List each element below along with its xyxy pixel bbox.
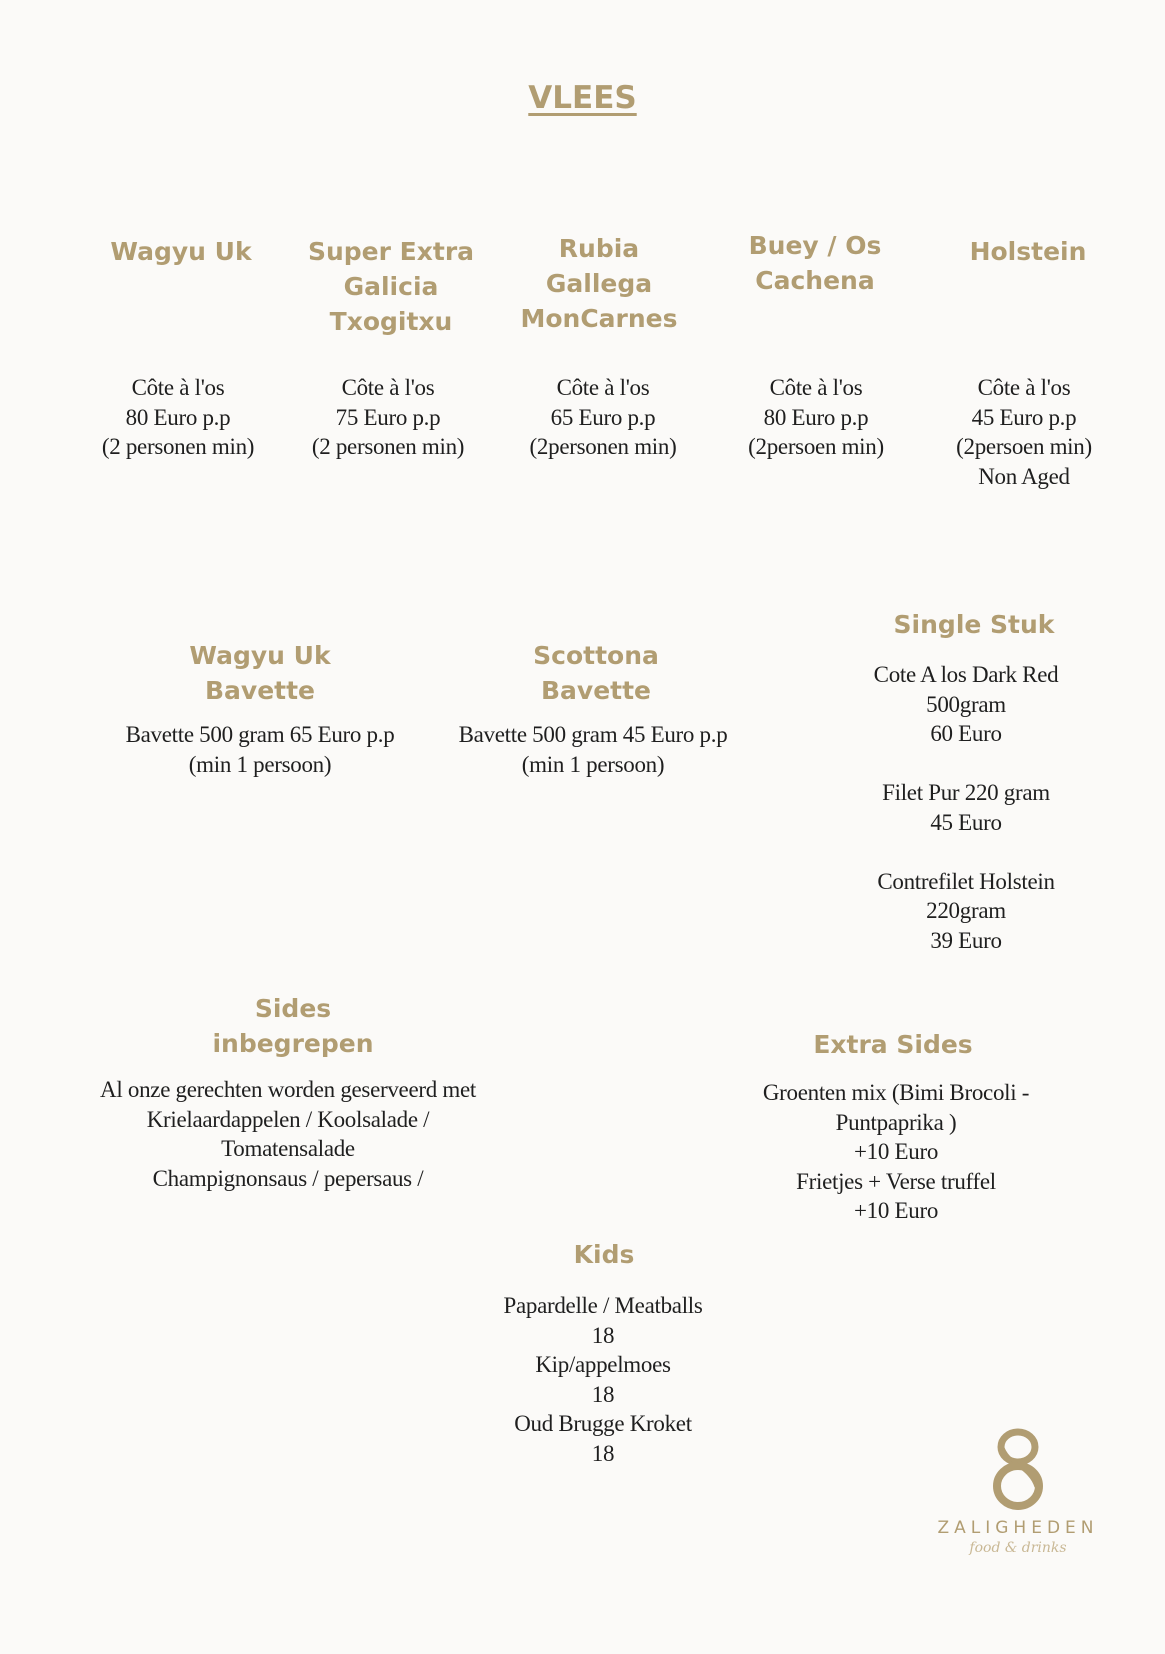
- kids-heading: Kids: [573, 1240, 635, 1269]
- cut-details-holstein: Côte à l'os 45 Euro p.p (2persoen min) Non Aged: [956, 375, 1092, 489]
- bavette-name-scottona: Scottona Bavette: [533, 641, 659, 705]
- page-title: VLEES: [528, 80, 637, 116]
- bavette-details-scottona: Bavette 500 gram 45 Euro p.p (min 1 persoon): [458, 722, 728, 777]
- single-stuk-heading: Single Stuk: [893, 610, 1055, 639]
- cut-name-buey-cachena: Buey / Os Cachena: [748, 231, 882, 295]
- cut-details-buey-cachena: Côte à l'os 80 Euro p.p (2persoen min): [748, 375, 884, 459]
- bavette-details-wagyu: Bavette 500 gram 65 Euro p.p (min 1 persoon): [125, 722, 395, 777]
- cut-details-wagyu-uk: Côte à l'os 80 Euro p.p (2 personen min): [101, 375, 255, 459]
- kids-details: Papardelle / Meatballs 18 Kip/appelmoes 18 Oud Brugge Kroket 18: [503, 1293, 703, 1466]
- extra-sides-heading: Extra Sides: [813, 1030, 973, 1059]
- cut-name-rubia-gallega: Rubia Gallega MonCarnes: [520, 234, 678, 333]
- cut-name-holstein: Holstein: [969, 237, 1087, 266]
- sides-heading: Sides inbegrepen: [212, 994, 374, 1058]
- logo-wordmark: ZALIGHEDEN: [937, 1518, 1099, 1538]
- cut-name-wagyu-uk: Wagyu Uk: [110, 237, 252, 266]
- eight-logo-icon: [978, 1425, 1058, 1511]
- sides-details: Al onze gerechten worden geserveerd met Krielaardappelen / Koolsalade / Tomatensalade Champignonsaus / pepersaus /: [100, 1077, 476, 1191]
- cut-details-super-extra-galicia: Côte à l'os 75 Euro p.p (2 personen min): [311, 375, 465, 459]
- cut-details-rubia-gallega: Côte à l'os 65 Euro p.p (2personen min): [529, 375, 677, 459]
- zaligheden-logo: [928, 1425, 1108, 1556]
- logo-tagline: food & drinks: [969, 1540, 1067, 1556]
- single-stuk-details: Cote A los Dark Red 500gram 60 Euro Filet Pur 220 gram 45 Euro Contrefilet Holstein 220gram 39 Euro: [873, 662, 1059, 953]
- extra-sides-details: Groenten mix (Bimi Brocoli - Puntpaprika ) +10 Euro Frietjes + Verse truffel +10 Euro: [762, 1080, 1030, 1223]
- cut-name-super-extra-galicia: Super Extra Galicia Txogitxu: [307, 237, 475, 336]
- bavette-name-wagyu: Wagyu Uk Bavette: [189, 641, 331, 705]
